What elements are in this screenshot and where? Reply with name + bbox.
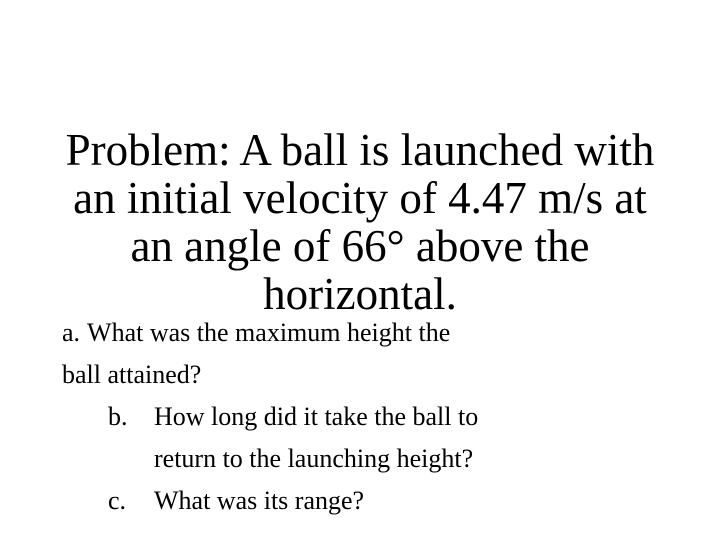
question-b-line-1: How long did it take the ball to	[154, 402, 479, 431]
question-a-line-1: What was the maximum height the	[87, 318, 451, 347]
title-line-2: an initial velocity of 4.47 m/s at	[73, 173, 647, 223]
question-list	[62, 312, 662, 522]
question-c-text	[96, 480, 662, 522]
question-a-line-2: ball attained?	[62, 360, 202, 389]
question-a-marker: a.	[62, 318, 81, 347]
question-c-marker: c.	[108, 486, 127, 515]
title-line-3: an angle of 66° above the	[130, 221, 590, 271]
question-b-text	[96, 396, 662, 480]
question-c	[62, 480, 662, 522]
question-b-line-2: return to the launching height?	[154, 444, 474, 473]
question-c-line-1: What was its range?	[154, 486, 365, 515]
question-b-marker: b.	[108, 402, 128, 431]
question-a	[62, 312, 662, 396]
problem-title	[40, 126, 680, 318]
title-line-4: horizontal.	[263, 269, 457, 319]
title-line-1: Problem: A ball is launched with	[65, 125, 655, 175]
question-b	[62, 396, 662, 480]
